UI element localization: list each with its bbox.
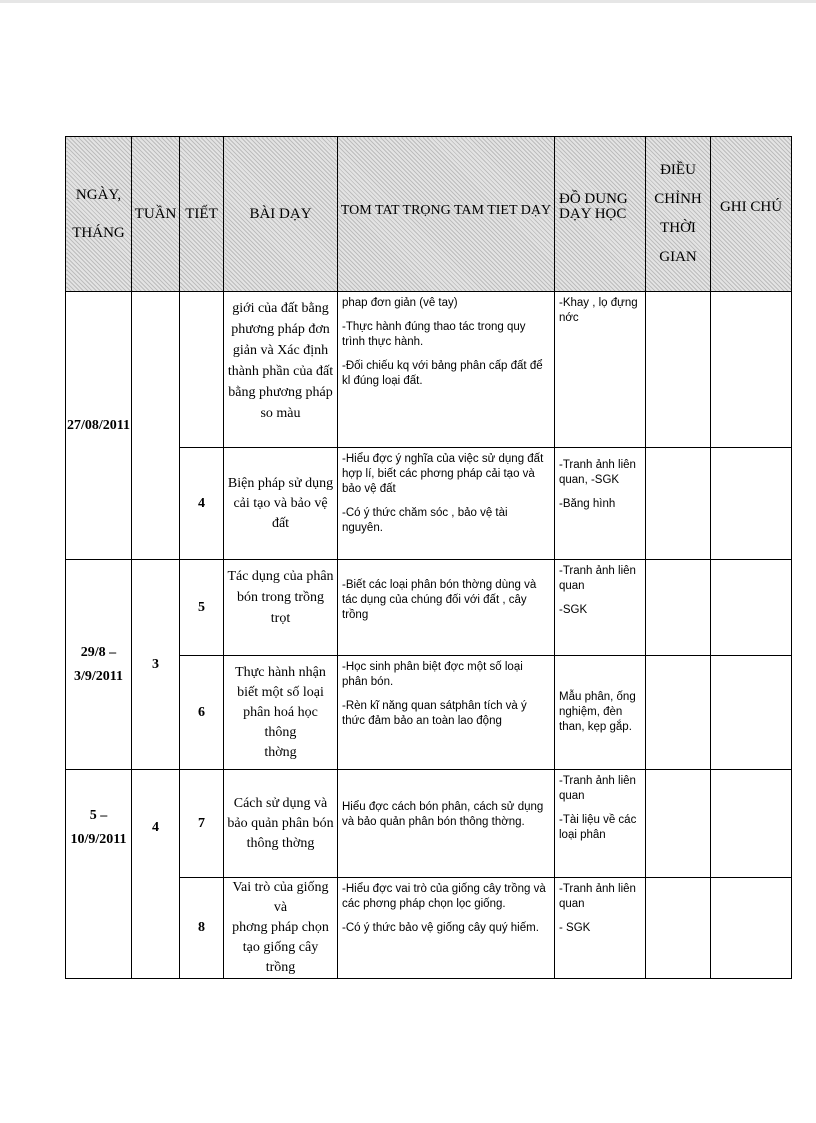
table-row (66, 770, 792, 878)
tiet-cell: 6 (180, 656, 224, 770)
tools-cell (555, 770, 646, 878)
date-line: 10/9/2011 (70, 832, 127, 847)
summary-cell (338, 292, 555, 448)
dieu-chinh-cell (646, 878, 711, 979)
dieu-chinh-cell (646, 560, 711, 656)
lesson-line: thành phần của đất (227, 364, 334, 379)
lesson-line: bằng phương pháp (228, 385, 333, 400)
header-do-dung (555, 137, 646, 292)
summary-paragraph: phap đơn giản (vê tay) (342, 297, 458, 309)
lesson-line: thông thờng (246, 835, 315, 851)
date-text: 27/08/2011 (66, 417, 130, 433)
week-text: 4 (152, 820, 159, 835)
tiet-cell: 7 (180, 770, 224, 878)
header-chinh: CHỈNH (654, 191, 702, 207)
tools-cell (555, 656, 646, 770)
date-cell (66, 560, 132, 770)
lesson-cell (224, 560, 338, 656)
summary-cell (338, 878, 555, 979)
summary-cell (338, 770, 555, 878)
header-dieu-chinh (646, 137, 711, 292)
lesson-line: bón trong trồng trọt (236, 590, 325, 626)
tiet-cell: 8 (180, 878, 224, 979)
lesson-line: Biện pháp sử dụng (227, 475, 334, 491)
dieu-chinh-cell (646, 770, 711, 878)
header-tiet: TIẾT (180, 137, 224, 292)
lesson-line: phân hoá học thông (243, 704, 318, 740)
summary-paragraph: -Thực hành đúng thao tác trong quy trình thực hành. (342, 321, 526, 348)
summary-paragraph: -Biết các loại phân bón thờng dùng và tác dụng của chúng đối với đất , cây trồng (342, 579, 537, 621)
lesson-line: bảo quản phân bón (227, 815, 334, 831)
ghi-chu-cell (711, 656, 792, 770)
top-strip (0, 0, 816, 3)
header-ngay: NGÀY, (75, 187, 122, 203)
header-do-dung-line2: DẠY HỌC (559, 206, 627, 222)
lesson-line: thờng (264, 744, 297, 760)
week-cell (132, 292, 180, 560)
lesson-line: so màu (260, 406, 301, 421)
tools-cell (555, 448, 646, 560)
tiet-cell: 5 (180, 560, 224, 656)
summary-cell (338, 656, 555, 770)
date-line: 5 – (89, 808, 108, 823)
lesson-line: Cách sử dụng và (233, 795, 328, 811)
ghi-chu-cell (711, 292, 792, 448)
ghi-chu-cell (711, 560, 792, 656)
summary-paragraph: -Học sinh phân biệt đợc một số loại phân bón. (342, 661, 523, 688)
lesson-plan-table (65, 136, 792, 979)
lesson-line: phương pháp đơn (231, 322, 330, 337)
week-cell (132, 770, 180, 979)
header-ghi-chu: GHI CHÚ (711, 137, 792, 292)
tools-paragraph: -Băng hình (559, 498, 616, 510)
table-row (66, 560, 792, 656)
tools-paragraph: -SGK (559, 604, 588, 616)
table-row (66, 292, 792, 448)
lesson-cell (224, 292, 338, 448)
lesson-cell (224, 656, 338, 770)
lesson-line: giới của đất bằng (232, 301, 329, 316)
tools-paragraph: - SGK (559, 922, 591, 934)
tools-paragraph: -Tranh ảnh liên quan (559, 775, 636, 802)
summary-paragraph: -Hiểu đợc vai trò của giống cây trồng và các phơng pháp chọn lọc giống. (342, 883, 546, 910)
summary-paragraph: -Đối chiếu kq với bảng phân cấp đất để kl đúng loại đất. (342, 360, 543, 387)
tools-cell (555, 292, 646, 448)
header-tom-tat: TOM TAT TRỌNG TAM TIET DẠY (338, 137, 555, 292)
date-line: 29/8 – (80, 644, 117, 660)
dieu-chinh-cell (646, 448, 711, 560)
lesson-line: tạo giống cây trồng (242, 940, 319, 975)
lesson-line: biết một số loại (237, 684, 324, 700)
summary-cell (338, 560, 555, 656)
header-dieu: ĐIỀU (660, 162, 696, 178)
lesson-cell (224, 878, 338, 979)
ghi-chu-cell (711, 878, 792, 979)
lesson-line: Vai trò của giống và (232, 880, 329, 915)
lesson-line: đất (271, 515, 290, 531)
header-ngay-thang (66, 137, 132, 292)
header-thang: THÁNG (72, 225, 125, 241)
dieu-chinh-cell (646, 292, 711, 448)
tiet-cell: 4 (180, 448, 224, 560)
lesson-line: phơng pháp chọn (232, 920, 329, 935)
summary-cell (338, 448, 555, 560)
date-cell (66, 292, 132, 560)
ghi-chu-cell (711, 770, 792, 878)
tools-paragraph: -Khay , lọ đựng nớc (559, 297, 638, 324)
lesson-cell (224, 770, 338, 878)
header-thoi: THỜI (660, 220, 696, 236)
tools-paragraph: -Tài liệu về các loại phân (559, 814, 637, 841)
lesson-line: Thực hành nhận (235, 664, 326, 680)
summary-paragraph: -Có ý thức bảo vệ giống cây quý hiếm. (342, 922, 539, 934)
ghi-chu-cell (711, 448, 792, 560)
dieu-chinh-cell (646, 656, 711, 770)
tools-paragraph: Mẫu phân, ống nghiệm, đèn than, kẹp gắp. (559, 691, 636, 733)
date-line: 3/9/2011 (73, 668, 123, 684)
summary-paragraph: -Rèn kĩ năng quan sátphân tích và ý thức đảm bảo an toàn lao động (342, 700, 527, 727)
week-cell: 3 (132, 560, 180, 770)
tools-cell (555, 560, 646, 656)
tiet-cell (180, 292, 224, 448)
lesson-line: cải tạo và bảo vệ (233, 495, 328, 511)
header-gian: GIAN (659, 249, 697, 265)
summary-paragraph: Hiểu đợc cách bón phân, cách sử dụng và bảo quản phân bón thông thờng. (342, 801, 544, 828)
tools-paragraph: -Tranh ảnh liên quan (559, 565, 636, 592)
tools-paragraph: -Tranh ảnh liên quan (559, 883, 636, 910)
header-row (66, 137, 792, 292)
lesson-cell (224, 448, 338, 560)
lesson-line: Tác dụng của phân (227, 569, 334, 584)
summary-paragraph: -Có ý thức chăm sóc , bảo vệ tài nguyên. (342, 507, 508, 534)
lesson-line: giản và Xác định (232, 343, 329, 358)
header-tuan: TUẦN (132, 137, 180, 292)
header-bai-day: BÀI DẠY (224, 137, 338, 292)
date-cell (66, 770, 132, 979)
tools-paragraph: -Tranh ảnh liên quan, -SGK (559, 459, 636, 486)
summary-paragraph: -Hiểu đợc ý nghĩa của việc sử dụng đất hợp lí, biết các phơng pháp cải tạo và bảo vệ đất (342, 453, 544, 495)
header-do-dung-line1: ĐỒ DUNG (559, 191, 628, 207)
tools-cell (555, 878, 646, 979)
